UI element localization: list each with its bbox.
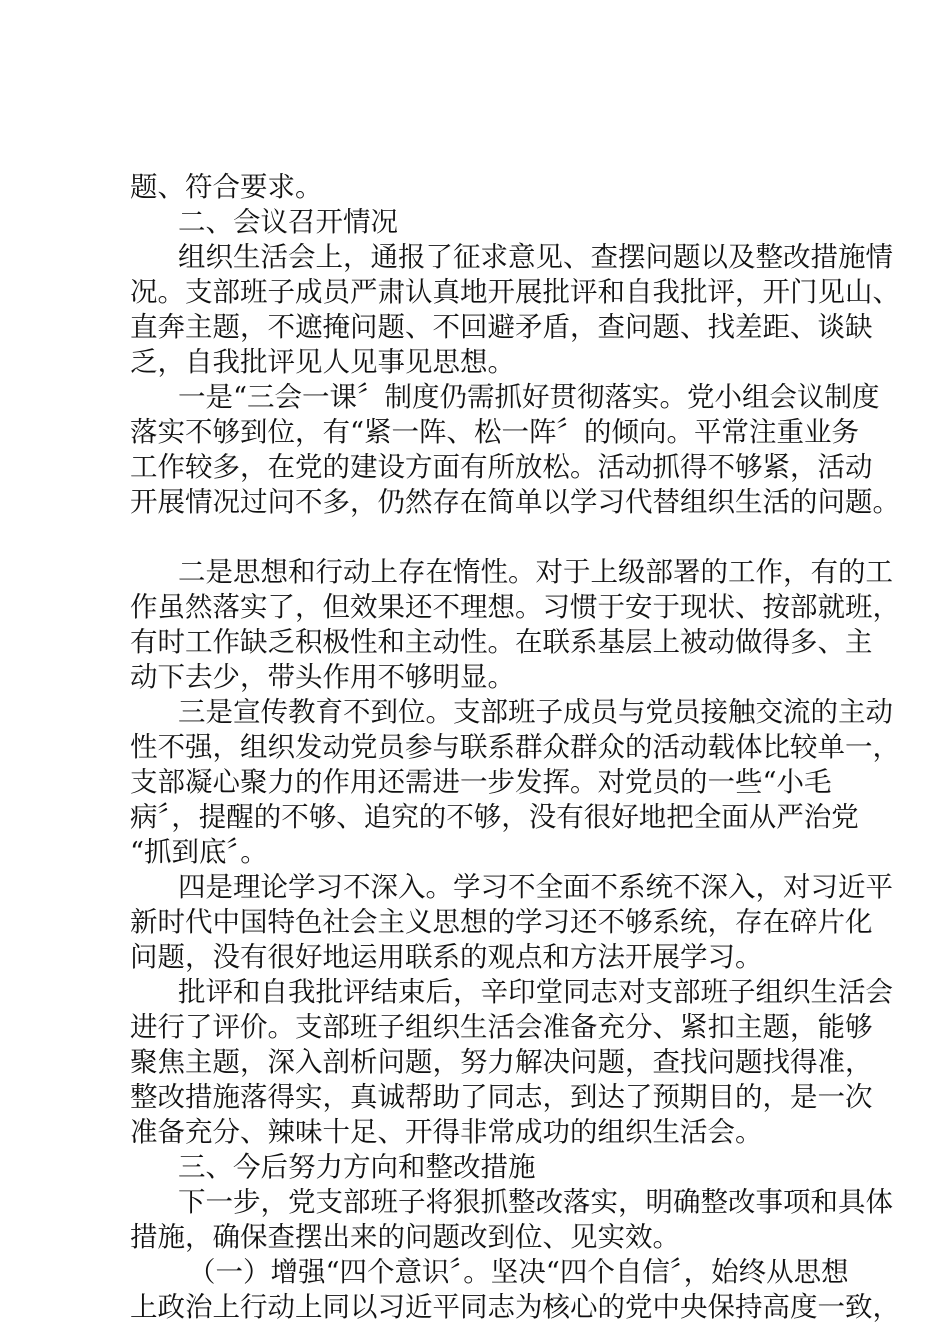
text-line: 下一步，党支部班子将狠抓整改落实，明确整改事项和具体: [178, 1186, 893, 1218]
text-line: 有时工作缺乏积极性和主动性。在联系基层上被动做得多、主: [130, 626, 873, 658]
text-line: 三是宣传教育不到位。支部班子成员与党员接触交流的主动: [178, 696, 893, 728]
text-line: 上政治上行动上同以习近平同志为核心的党中央保持高度一致，: [130, 1291, 900, 1323]
text-line: 况。支部班子成员严肃认真地开展批评和自我批评，开门见山、: [130, 276, 900, 308]
text-line: 措施，确保查摆出来的问题改到位、见实效。: [130, 1221, 680, 1253]
text-line: 直奔主题，不遮掩问题、不回避矛盾，查问题、找差距、谈缺: [130, 311, 873, 343]
text-line: 开展情况过问不多，仍然存在简单以学习代替组织生活的问题。: [130, 486, 900, 518]
text-line: 病〞，提醒的不够、追究的不够，没有很好地把全面从严治党: [130, 801, 859, 833]
text-line: 组织生活会上，通报了征求意见、查摆问题以及整改措施情: [178, 241, 893, 273]
text-line: 四是理论学习不深入。学习不全面不系统不深入，对习近平: [178, 871, 893, 903]
text-line: 准备充分、辣味十足、开得非常成功的组织生活会。: [130, 1116, 763, 1148]
text-line: 乏，自我批评见人见事见思想。: [130, 346, 515, 378]
text-line: 批评和自我批评结束后，辛印堂同志对支部班子组织生活会: [178, 976, 893, 1008]
text-line: 题、符合要求。: [130, 171, 323, 203]
text-line: 二是思想和行动上存在惰性。对于上级部署的工作，有的工: [178, 556, 893, 588]
text-line: “抓到底〞。: [130, 836, 268, 868]
text-line: 整改措施落得实，真诚帮助了同志，到达了预期目的，是一次: [130, 1081, 873, 1113]
text-line: 工作较多，在党的建设方面有所放松。活动抓得不够紧，活动: [130, 451, 873, 483]
section-heading: 二、会议召开情况: [178, 206, 398, 238]
text-line: 动下去少，带头作用不够明显。: [130, 661, 515, 693]
text-line: 作虽然落实了，但效果还不理想。习惯于安于现状、按部就班，: [130, 591, 900, 623]
text-line: 性不强，组织发动党员参与联系群众群众的活动载体比较单一，: [130, 731, 900, 763]
text-line: 支部凝心聚力的作用还需进一步发挥。对党员的一些“小毛: [130, 766, 832, 798]
text-line: 进行了评价。支部班子组织生活会准备充分、紧扣主题，能够: [130, 1011, 873, 1043]
text-line: 问题，没有很好地运用联系的观点和方法开展学习。: [130, 941, 763, 973]
section-heading: 三、今后努力方向和整改措施: [178, 1151, 536, 1183]
text-line: 聚焦主题，深入剖析问题，努力解决问题，查找问题找得准，: [130, 1046, 873, 1078]
text-line: 一是“三会一课〞制度仍需抓好贯彻落实。党小组会议制度: [178, 381, 880, 413]
text-line: 新时代中国特色社会主义思想的学习还不够系统，存在碎片化: [130, 906, 873, 938]
text-line: （一）增强“四个意识〞。坚决“四个自信〞，始终从思想: [188, 1256, 849, 1288]
text-line: 落实不够到位，有“紧一阵、松一阵〞的倾向。平常注重业务: [130, 416, 860, 448]
